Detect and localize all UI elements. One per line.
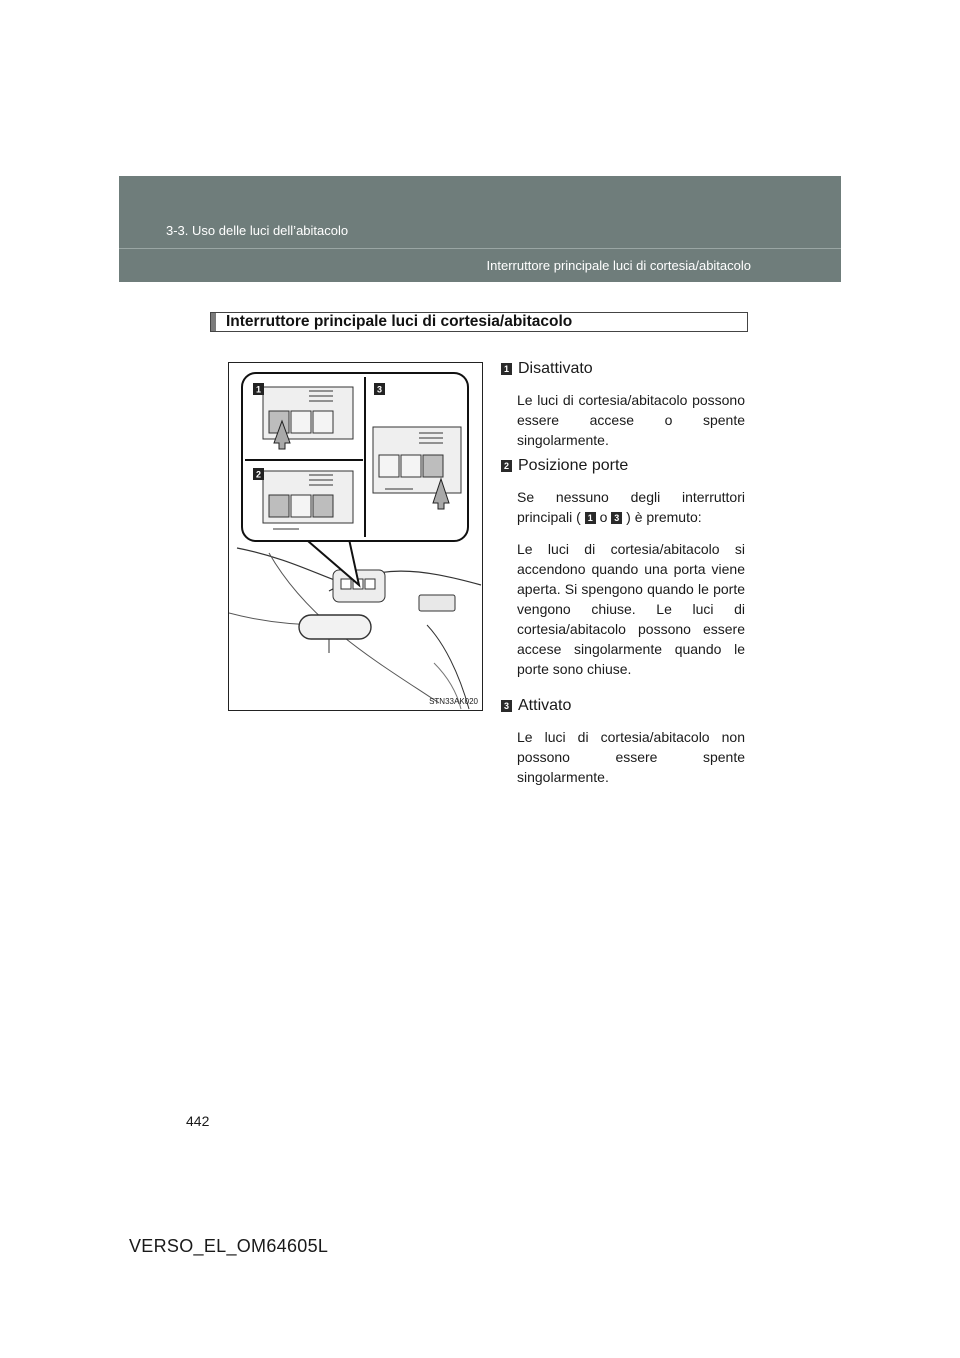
item-title: Disattivato: [518, 360, 593, 377]
paragraph-text-start: Se nessuno degli interruttori principali (: [517, 489, 745, 525]
figure-callout-2: 2: [255, 469, 262, 480]
paragraph-text-end: ) è premuto:: [626, 509, 702, 525]
item-number-badge: 2: [501, 460, 512, 472]
item-number-badge: 1: [501, 363, 512, 375]
item-disattivato: [501, 360, 745, 450]
item-title: Attivato: [518, 697, 572, 714]
inline-ref-badge-3: 3: [611, 512, 622, 524]
item-paragraph: Le luci di cortesia/abitacolo si accendono quando una porta viene aperta. Si spengono quando le porte vengono chiuse. Le luci di cortesia/abitacolo possono essere accese singolarmente quando le porte sono chiuse.: [517, 541, 745, 677]
item-paragraph: [517, 487, 745, 527]
item-number-badge: 3: [501, 700, 512, 712]
header-divider: [119, 248, 841, 249]
item-paragraph: Le luci di cortesia/abitacolo possono essere accese o spente singolarmente.: [517, 392, 745, 448]
section-title: Interruttore principale luci di cortesia/abitacolo: [226, 313, 573, 330]
header-topic-label: Interruttore principale luci di cortesia/abitacolo: [486, 258, 751, 273]
item-title: Posizione porte: [518, 457, 629, 474]
section-title-bar: [211, 313, 216, 331]
page-header: [119, 176, 841, 282]
figure-code: STN33AK020: [429, 697, 478, 706]
header-section-label: 3-3. Uso delle luci dell’abitacolo: [166, 223, 349, 238]
inline-ref-badge-1: 1: [585, 512, 596, 524]
item-title-row: [501, 457, 745, 475]
item-posizione-porte: [501, 457, 745, 679]
figure-callout-1: 1: [255, 384, 262, 395]
figure-callout-3: 3: [376, 384, 383, 395]
item-title-row: [501, 697, 745, 715]
switch-illustration-drawing: [229, 363, 482, 710]
section-title-box: [210, 312, 748, 332]
item-attivato: [501, 697, 745, 787]
document-code: VERSO_EL_OM64605L: [129, 1236, 329, 1256]
item-paragraph: Le luci di cortesia/abitacolo non possono essere spente singolarmente.: [517, 729, 745, 785]
switch-illustration: [228, 362, 483, 711]
item-title-row: [501, 360, 745, 378]
page-number: 442: [186, 1113, 210, 1129]
paragraph-text-mid: o: [595, 509, 612, 525]
